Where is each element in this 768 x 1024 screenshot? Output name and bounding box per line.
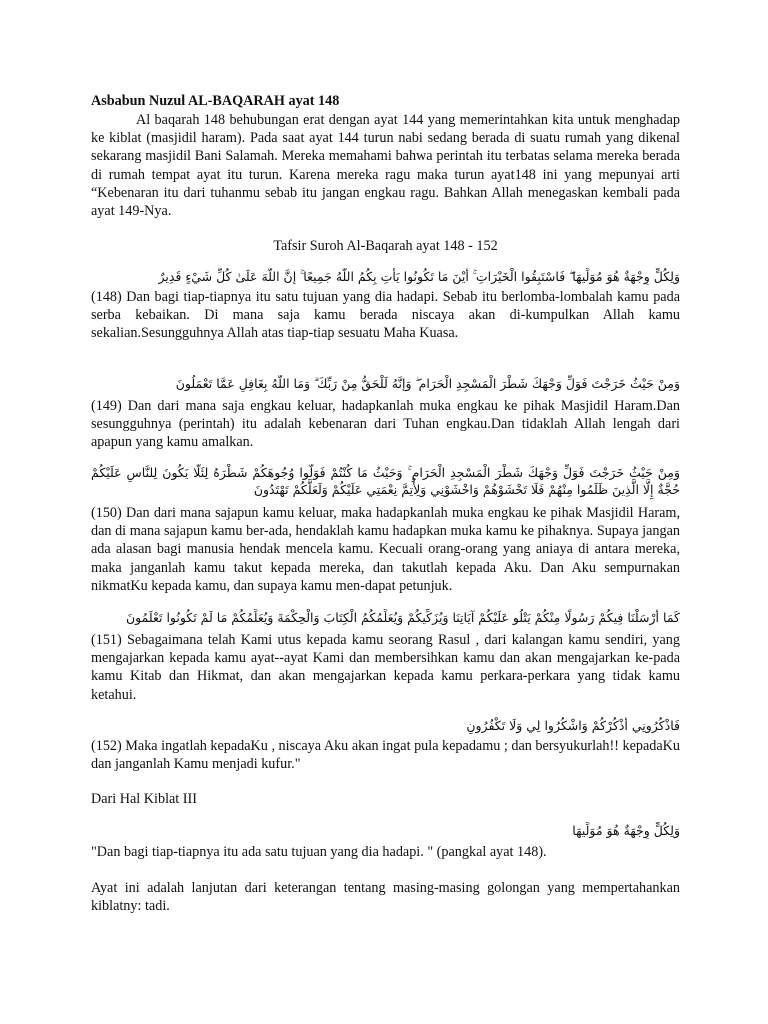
section-heading-kiblat: Dari Hal Kiblat III (91, 791, 197, 807)
section-quote: "Dan bagi tiap-tiapnya itu ada satu tujuan yang dia hadapi. " (pangkal ayat 148). (91, 844, 547, 860)
ayat-150-translation: (150) Dan dari mana sajapun kamu keluar, maka hadapkanlah muka engkau ke pihak Masjidil Haram, dan di mana sajapun kamu ber-ada, hendaklah kamu hadapkan muka kamu ke pihaknya. Supaya jangan ada alasan bagi manusia hendak mencela kamu. Kecuali orang-orang yang aniaya di antara mereka, maka janganlah kamu takut kepada mereka, dan takutlah kepada Aku. Dan Aku sempurnakan nikmatKu kepada kamu, dan supaya kamu men-dapat petunjuk. (91, 505, 680, 594)
tafsir-heading: Tafsir Suroh Al-Baqarah ayat 148 - 152 (273, 238, 498, 254)
ayat-152-translation: (152) Maka ingatlah kepadaKu , niscaya Aku akan ingat pula kepadamu ; dan bersyukurlah!! kepadaKu dan janganlah Kamu menjadi kufur." (91, 738, 680, 773)
ayat-152-arabic: فَاذْكُرُونِي أَذْكُرْكُمْ وَاشْكُرُوا لِي وَلَا تَكْفُرُونِ (466, 718, 680, 733)
closing-paragraph: Ayat ini adalah lanjutan dari keterangan tentang masing-masing golongan yang mempertahankan kiblatny: tadi. (91, 880, 680, 915)
ayat-151-arabic: كَمَا أَرْسَلْنَا فِيكُمْ رَسُولًا مِنْكُمْ يَتْلُو عَلَيْكُمْ آيَاتِنَا وَيُزَكِّيكُمْ وَيُعَلِّمُكُمُ الْكِتَابَ وَالْحِكْمَةَ وَيُعَلِّمُكُمْ مَا لَمْ تَكُونُوا تَعْلَمُونَ (125, 610, 680, 625)
ayat-148-arabic: وَلِكُلٍّ وِجْهَةٌ هُوَ مُوَلِّيهَا ۖ فَاسْتَبِقُوا الْخَيْرَاتِ ۚ أَيْنَ مَا تَكُونُوا يَأْتِ بِكُمُ اللَّهُ جَمِيعًا ۚ إِنَّ اللَّهَ عَلَىٰ كُلِّ شَيْءٍ قَدِيرٌ (158, 269, 680, 284)
ayat-149-arabic: وَمِنْ حَيْثُ خَرَجْتَ فَوَلِّ وَجْهَكَ شَطْرَ الْمَسْجِدِ الْحَرَامِ ۖ وَإِنَّهُ لَلْحَقُّ مِنْ رَبِّكَ ۗ وَمَا اللَّهُ بِغَافِلٍ عَمَّا تَعْمَلُونَ (175, 376, 680, 391)
ayat-148-translation: (148) Dan bagi tiap-tiapnya itu satu tujuan yang dia hadapi. Sebab itu berlomba-lombalah kamu pada serba kebaikan. Di mana saja kamu berada niscaya akan di-kumpulkan Allah kamu sekalian.Sesungguhnya Allah atas tiap-tiap sesuatu Maha Kuasa. (91, 289, 680, 342)
section-arabic: وَلِكُلٍّ وِجْهَةٌ هُوَ مُوَلِّيهَا (572, 823, 680, 838)
intro-paragraph (91, 111, 680, 220)
ayat-151-translation: (151) Sebagaimana telah Kami utus kepada kamu seorang Rasul , dari kalangan kamu sendiri, yang mengajarkan kepada kamu ayat--ayat Kami dan membersihkan kamu dan akan mengajarkan ke-pada kamu Kitab dan Hikmat, dan akan mengajarkan kepada kamu perkara-perkara yang tidak kamu ketahui. (91, 632, 680, 703)
ayat-149-translation: (149) Dan dari mana saja engkau keluar, hadapkanlah muka engkau ke pihak Masjidil Haram.Dan sesungguhnya (perintah) itu adalah kebenaran dari Tuhan engkau.Dan tidaklah Allah lengah dari apapun yang kamu amalkan. (91, 398, 680, 451)
document-title: Asbabun Nuzul AL-BAQARAH ayat 148 (91, 93, 340, 109)
ayat-150-arabic: وَمِنْ حَيْثُ خَرَجْتَ فَوَلِّ وَجْهَكَ شَطْرَ الْمَسْجِدِ الْحَرَامِ ۚ وَحَيْثُ مَا كُنْتُمْ فَوَلُّوا وُجُوهَكُمْ شَطْرَهُ لِئَلَّا يَكُونَ لِلنَّاسِ عَلَيْكُمْ حُجَّةٌ إِلَّا الَّذِينَ ظَلَمُوا مِنْهُمْ فَلَا تَخْشَوْهُمْ وَاخْشَوْنِي وَلِأُتِمَّ نِعْمَتِي عَلَيْكُمْ وَلَعَلَّكُمْ تَهْتَدُونَ (91, 465, 680, 497)
intro-text: Al baqarah 148 behubungan erat dengan ayat 144 yang memerintahkan kita untuk menghadap ke kiblat (masjidil haram). Pada saat ayat 144 turun nabi sedang berada di suatu rumah yang dikenal sekarang masjidil Bani Salamah. Mereka memahami bahwa perintah itu terbatas selama mereka berada di rumah tempat ayat itu turun. Karena mereka ragu maka turun ayat148 ini yang mepunyai arti “Kebenaran itu dari tuhanmu sebab itu jangan engkau ragu. Bahkan Allah menegaskan kembali pada ayat 149-Nya. (91, 112, 680, 220)
